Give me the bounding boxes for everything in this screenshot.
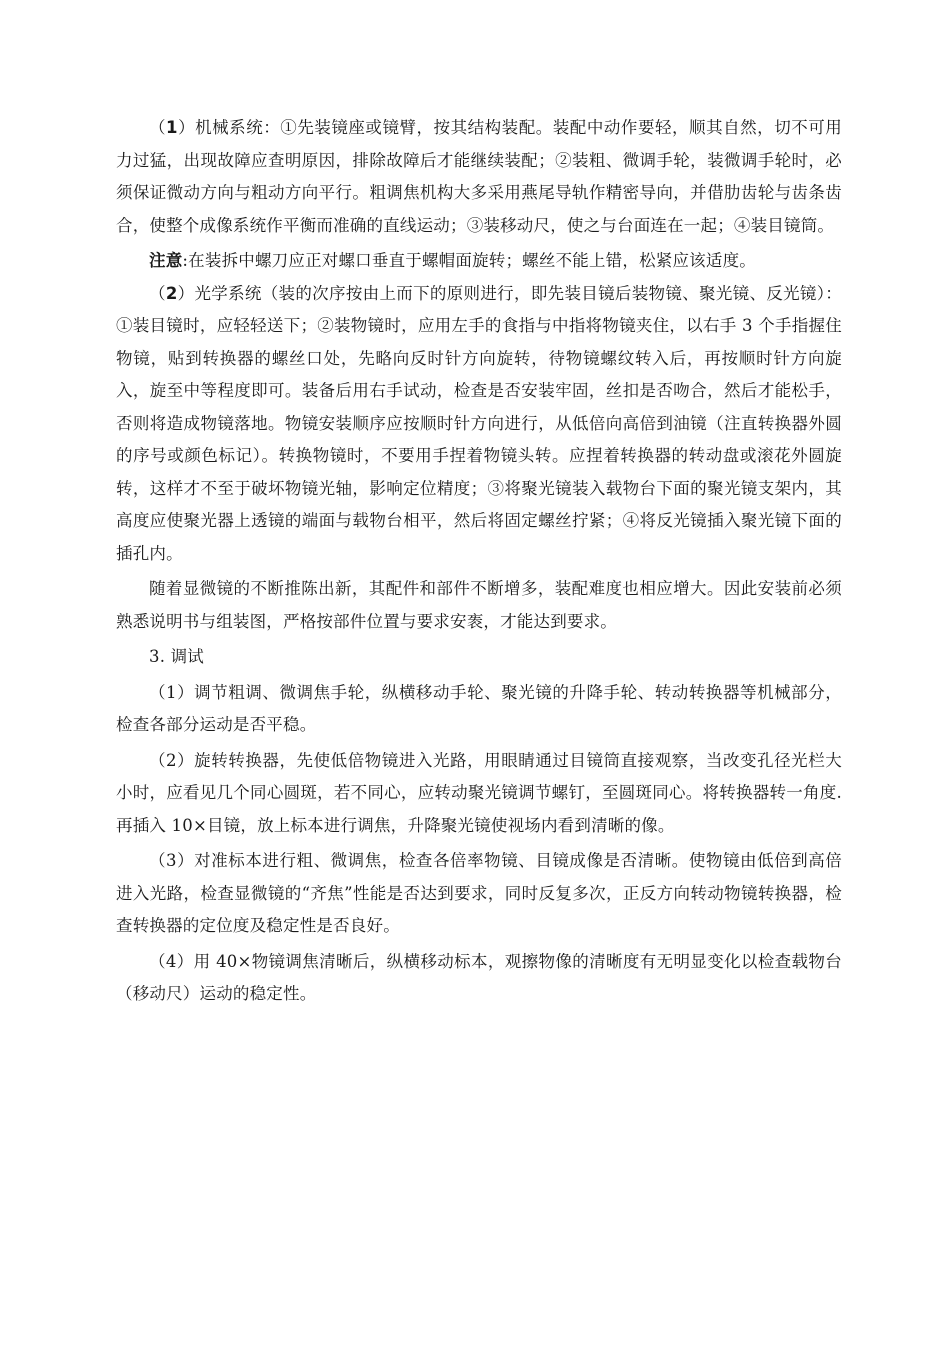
debug-item-3: （3）对准标本进行粗、微调焦，检查各倍率物镜、目镜成像是否清晰。使物镜由低倍到高倍进入光路，检查显微镜的“齐焦”性能是否达到要求，同时反复多次，正反方向转动物镜转换器，检查转换器的定位度及稳定性是否良好。 [116, 851, 842, 935]
note-label: 注意 [149, 251, 183, 270]
paragraph-optical-system [116, 278, 842, 571]
mechanical-text: ）机械系统：①先装镜座或镜臂，按其结构装配。装配中动作要轻，顺其自然，切不可用力过猛，出现故障应查明原因，排除故障后才能继续装配；②装粗、微调手轮，装微调手轮时，必须保证微动方向与粗动方向平行。粗调焦机构大多采用燕尾导轨作精密导向，并借肋齿轮与齿条齿合，使整个成像系统作平衡而准确的直线运动；③装移动尺，使之与台面连在一起；④装目镜筒。 [116, 118, 842, 235]
debug-item-4: （4）用 40×物镜调焦清晰后，纵横移动标本，观擦物像的清晰度有无明显变化以检查载物台（移动尺）运动的稳定性。 [116, 951, 842, 1003]
paragraph-mechanical-system [116, 112, 842, 242]
optical-number: 2 [165, 283, 178, 303]
debug-item-1: （1）调节粗调、微调焦手轮，纵横移动手轮、聚光镜的升降手轮、转动转换器等机械部分，检查各部分运动是否平稳。 [116, 682, 842, 734]
mechanical-number: 1 [166, 118, 178, 137]
optical-prefix: （ [149, 283, 166, 303]
section-heading-debug: 3. 调试 [149, 647, 204, 666]
paragraph-summary: 随着显微镜的不断推陈出新，其配件和部件不断增多，装配难度也相应增大。因此安装前必须熟悉说明书与组装图，严格按部件位置与要求安袠，才能达到要求。 [116, 579, 842, 631]
note-text: :在装拆中螺刀应正对螺口垂直于螺帽面旋转；螺丝不能上错，松紧应该适度。 [182, 251, 756, 270]
document-body [116, 112, 842, 1011]
debug-item-2: （2）旋转转换器，先使低倍物镜进入光路，用眼睛通过目镜筒直接观察，当改变孔径光栏大小时，应看见几个同心圆斑，若不同心，应转动聚光镜调节螺钉，至圆斑同心。将转换器转一角度. 再插入 10×目镜，放上标本进行调焦，升降聚光镜使视场内看到清晰的像。 [116, 750, 842, 835]
paragraph-note [116, 245, 842, 278]
optical-text: ）光学系统（装的次序按由上而下的原则进行，即先装目镜后装物镜、聚光镜、反光镜）：①装目镜时，应轻轻送下；②装物镜时，应用左手的食指与中指将物镜夹住，以右手 3 个手指握住物镜，贴到转换器的螺丝口处，先略向反时针方向旋转，待物镜螺纹转入后，再按顺时针方向旋入，旋至中等程度即可。装备后用右手试动，检查是否安装牢固，丝扣是否吻合，然后才能松手，否则将造成物镜落地。物镜安装顺序应按顺时针方向进行，从低倍向高倍到油镜（注直转换器外圆的序号或颜色标记）。转换物镜时，不要用手捏着物镜头转。应捏着转换器的转动盘或滚花外圆旋转，这样才不至于破坏物镜光轴，影响定位精度；③将聚光镜装入载物台下面的聚光镜支架内，其高度应使聚光器上透镜的端面与载物台相平，然后将固定螺丝拧紧；④将反光镜插入聚光镜下面的插孔内。 [116, 283, 843, 563]
mechanical-prefix: （ [149, 118, 167, 137]
